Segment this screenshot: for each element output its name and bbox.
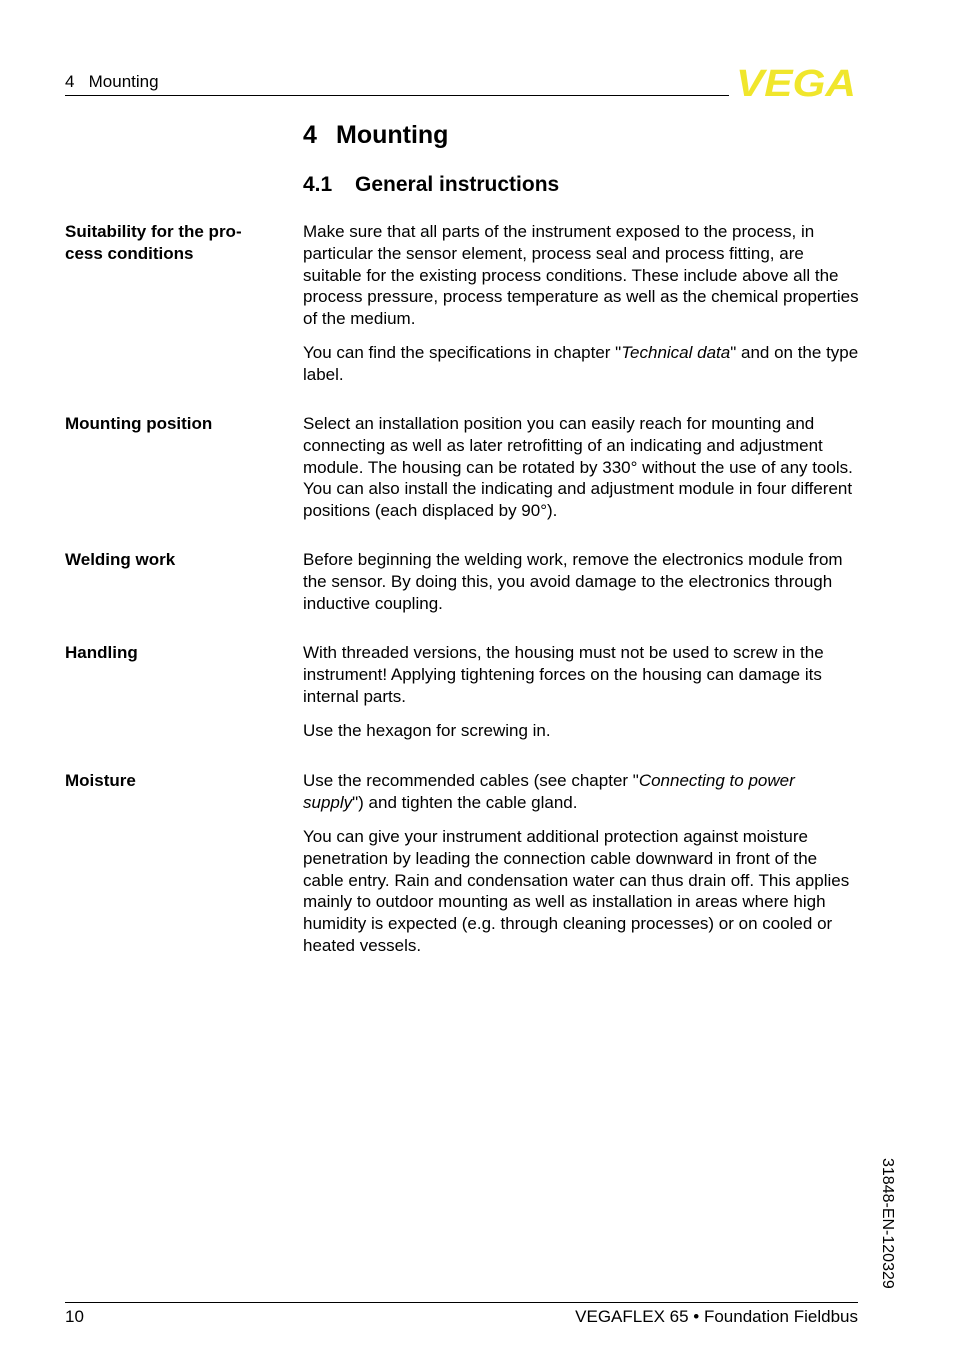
- vega-logo: [735, 66, 858, 98]
- paragraph: You can give your instrument additional protection against moisture penetration by leading the connection cable downward in front of the cable entry. Rain and condensation water can thus drain off. This applies mainly to outdoor mounting as well as installation in areas where high humidity is expected (e.g. through cleaning processes) or on cooled or heated vessels.: [303, 827, 850, 956]
- chapter-number: 4: [303, 121, 317, 149]
- italic-reference: Connecting to power supply: [303, 771, 795, 812]
- document-code: 31848-EN-120329: [879, 1158, 896, 1289]
- item-label: Suitability for the pro- cess conditions: [65, 222, 242, 263]
- paragraph: Use the recommended cables (see chapter "Connecting to power supply") and tighten the cable gland.: [303, 771, 795, 812]
- item-body: [303, 549, 859, 627]
- item-label: Moisture: [65, 771, 136, 790]
- item-body: [303, 221, 859, 399]
- paragraph: You can find the specifications in chapter "Technical data" and on the type label.: [303, 343, 859, 385]
- item-body: [303, 413, 859, 534]
- running-header: 4 Mounting: [65, 72, 159, 91]
- section-title: General instructions: [355, 173, 560, 196]
- paragraph: With threaded versions, the housing must not be used to screw in the instrument! Applying tightening forces on the housing can damage its internal parts.: [303, 643, 824, 706]
- chapter-title: Mounting: [336, 121, 449, 149]
- vega-logo-icon: [735, 66, 858, 98]
- section-number: 4.1: [303, 173, 333, 196]
- page-number: 10: [65, 1307, 84, 1326]
- item-body: [303, 770, 859, 969]
- item-label: Mounting position: [65, 414, 213, 433]
- item-body: [303, 642, 859, 754]
- paragraph: Before beginning the welding work, remove the electronics module from the sensor. By doing this, you avoid damage to the electronics through inductive coupling.: [303, 550, 843, 613]
- italic-reference: Technical data: [621, 343, 731, 363]
- footer-document-title: VEGAFLEX 65 • Foundation Fieldbus: [575, 1307, 858, 1326]
- header-rule: [65, 95, 729, 96]
- paragraph: Make sure that all parts of the instrument exposed to the process, in particular the sensor element, process seal and process fitting, are suitable for the existing process conditions. These include above all the process pressure, process temperature as well as the chemical properties of the medium.: [303, 222, 859, 329]
- paragraph: Select an installation position you can easily reach for mounting and connecting as well as later retrofitting of an indicating and adjustment module. The housing can be rotated by 330° without the use of any tools. You can also install the indicating and adjustment module in four different positions (each displaced by 90°).: [303, 414, 853, 521]
- footer-rule: [65, 1302, 858, 1303]
- item-label: Welding work: [65, 550, 176, 569]
- svg-text:VEGA: VEGA: [736, 66, 856, 98]
- chapter-heading: [303, 121, 448, 150]
- item-label: Handling: [65, 643, 138, 662]
- section-heading: [303, 173, 559, 197]
- paragraph: Use the hexagon for screwing in.: [303, 720, 551, 740]
